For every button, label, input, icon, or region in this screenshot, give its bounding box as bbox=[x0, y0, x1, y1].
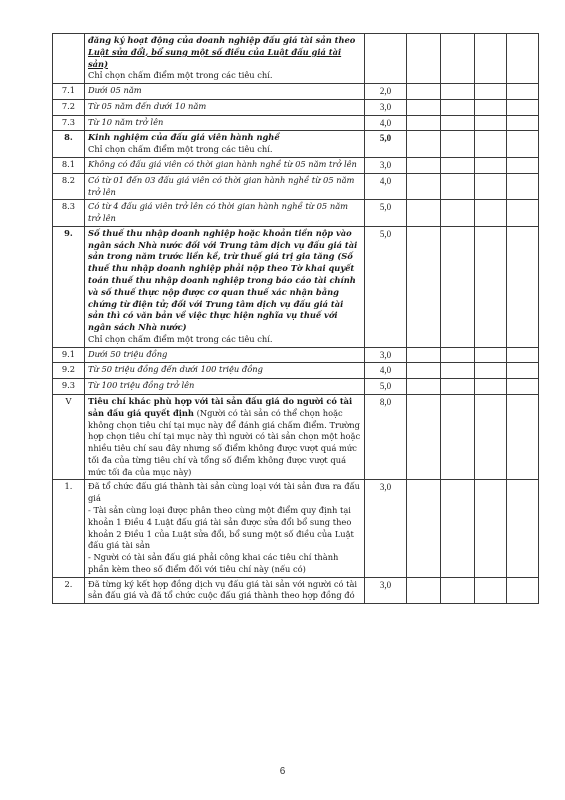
criterion-number: 9. bbox=[53, 226, 85, 347]
criterion-number: 9.1 bbox=[53, 347, 85, 363]
table-row bbox=[53, 84, 539, 100]
criterion-text: Dưới 05 năm bbox=[85, 84, 365, 100]
criterion-points: 5,0 bbox=[365, 131, 407, 158]
table-row bbox=[53, 173, 539, 200]
criterion-text: Đã tổ chức đấu giá thành tài sản cùng loại với tài sản đưa ra đấu giá - Tài sản cùng loại được phân theo cùng một điểm quy định tại khoản 1 Điều 4 Luật đấu giá tài sản được sửa đổi bổ sung theo khoản 2 Điều 1 của Luật sửa đổi, bổ sung một số điều của Luật đấu giá tài sản - Người có tài sản đấu giá phải công khai các tiêu chí thành phần kèm theo số điểm đối với tiêu chí này (nếu có) bbox=[85, 480, 365, 577]
criterion-number: 9.2 bbox=[53, 363, 85, 379]
criterion-points: 3,0 bbox=[365, 347, 407, 363]
criterion-text: Từ 10 năm trở lên bbox=[85, 115, 365, 131]
page-number: 6 bbox=[279, 766, 286, 777]
criterion-points: 8,0 bbox=[365, 394, 407, 479]
table-row bbox=[53, 115, 539, 131]
criterion-note: Chỉ chọn chấm điểm một trong các tiêu chí. bbox=[88, 70, 273, 81]
criterion-points: 3,0 bbox=[365, 480, 407, 577]
table-row bbox=[53, 34, 539, 84]
table-row bbox=[53, 577, 539, 604]
criterion-text: Số thuế thu nhập doanh nghiệp hoặc khoản tiền nộp vào ngân sách Nhà nước đối với Trung tâm dịch vụ đấu giá tài sản trong năm trước liền kề, trừ thuế giá trị gia tăng (Số thuế thu nhập doanh nghiệp phải nộp theo Tờ khai quyết toán thuế thu nhập doanh nghiệp trong báo cáo tài chính và số thuế thực nộp được cơ quan thuế xác nhận bằng chứng từ điện tử; đối với Trung tâm dịch vụ đấu giá tài sản thì có văn bản về việc thực hiện nghĩa vụ thuế với ngân sách Nhà nước) Chỉ chọn chấm điểm một trong các tiêu chí. bbox=[85, 226, 365, 347]
criterion-number: 2. bbox=[53, 577, 85, 604]
table-row bbox=[53, 363, 539, 379]
table-row bbox=[53, 480, 539, 577]
criterion-number: 8. bbox=[53, 131, 85, 158]
table-row bbox=[53, 131, 539, 158]
criterion-text: Tiêu chí khác phù hợp với tài sản đấu giá do người có tài sản đấu giá quyết định (Người có tài sản có thể chọn hoặc không chọn tiêu chí tại mục này để đánh giá chấm điểm. Trường hợp chọn tiêu chí tại mục này thì người có tài sản chọn một hoặc nhiều tiêu chí sau đây nhưng số điểm không được vượt quá mức tối đa của từng tiêu chí và tổng số điểm không được vượt quá mức tối đa của mục này) bbox=[85, 394, 365, 479]
criterion-points bbox=[365, 34, 407, 84]
criterion-note: Chỉ chọn chấm điểm một trong các tiêu chí. bbox=[88, 333, 273, 344]
criterion-text: Từ 50 triệu đồng đến dưới 100 triệu đồng bbox=[85, 363, 365, 379]
table-row bbox=[53, 226, 539, 347]
criterion-points: 5,0 bbox=[365, 200, 407, 227]
table-row bbox=[53, 200, 539, 227]
criterion-number: 7.3 bbox=[53, 115, 85, 131]
criterion-points: 4,0 bbox=[365, 363, 407, 379]
criterion-points: 3,0 bbox=[365, 577, 407, 604]
criterion-number: 7.2 bbox=[53, 99, 85, 115]
criterion-points: 2,0 bbox=[365, 84, 407, 100]
table-row bbox=[53, 157, 539, 173]
criterion-points: 3,0 bbox=[365, 99, 407, 115]
criterion-number: 1. bbox=[53, 480, 85, 577]
criterion-text: Có từ 01 đến 03 đấu giá viên có thời gian hành nghề từ 05 năm trở lên bbox=[85, 173, 365, 200]
criterion-number: 8.1 bbox=[53, 157, 85, 173]
criterion-text: đăng ký hoạt động của doanh nghiệp đấu giá tài sản theo Luật sửa đổi, bổ sung một số điều của Luật đấu giá tài sản) Chỉ chọn chấm điểm một trong các tiêu chí. bbox=[85, 34, 365, 84]
criterion-points: 5,0 bbox=[365, 379, 407, 395]
criterion-text: Kinh nghiệm của đấu giá viên hành nghề Chỉ chọn chấm điểm một trong các tiêu chí. bbox=[85, 131, 365, 158]
criterion-text: Không có đấu giá viên có thời gian hành nghề từ 05 năm trở lên bbox=[85, 157, 365, 173]
criterion-number: 9.3 bbox=[53, 379, 85, 395]
criterion-text: Dưới 50 triệu đồng bbox=[85, 347, 365, 363]
criterion-points: 5,0 bbox=[365, 226, 407, 347]
table-row bbox=[53, 99, 539, 115]
section-number: V bbox=[53, 394, 85, 479]
criterion-number: 7.1 bbox=[53, 84, 85, 100]
criterion-number bbox=[53, 34, 85, 84]
criterion-note: Chỉ chọn chấm điểm một trong các tiêu chí. bbox=[88, 144, 273, 155]
criterion-text: Từ 100 triệu đồng trở lên bbox=[85, 379, 365, 395]
criterion-text: Từ 05 năm đến dưới 10 năm bbox=[85, 99, 365, 115]
criterion-text: Đã từng ký kết hợp đồng dịch vụ đấu giá tài sản với người có tài sản đấu giá và đã tổ chức cuộc đấu giá thành theo hợp đồng đó bbox=[85, 577, 365, 604]
criterion-points: 3,0 bbox=[365, 157, 407, 173]
criterion-points: 4,0 bbox=[365, 115, 407, 131]
criterion-text: Có từ 4 đấu giá viên trở lên có thời gian hành nghề từ 05 năm trở lên bbox=[85, 200, 365, 227]
criterion-number: 8.2 bbox=[53, 173, 85, 200]
table-row bbox=[53, 379, 539, 395]
table-row bbox=[53, 347, 539, 363]
table-row bbox=[53, 394, 539, 479]
criterion-points: 4,0 bbox=[365, 173, 407, 200]
criterion-number: 8.3 bbox=[53, 200, 85, 227]
criteria-table bbox=[52, 33, 539, 604]
